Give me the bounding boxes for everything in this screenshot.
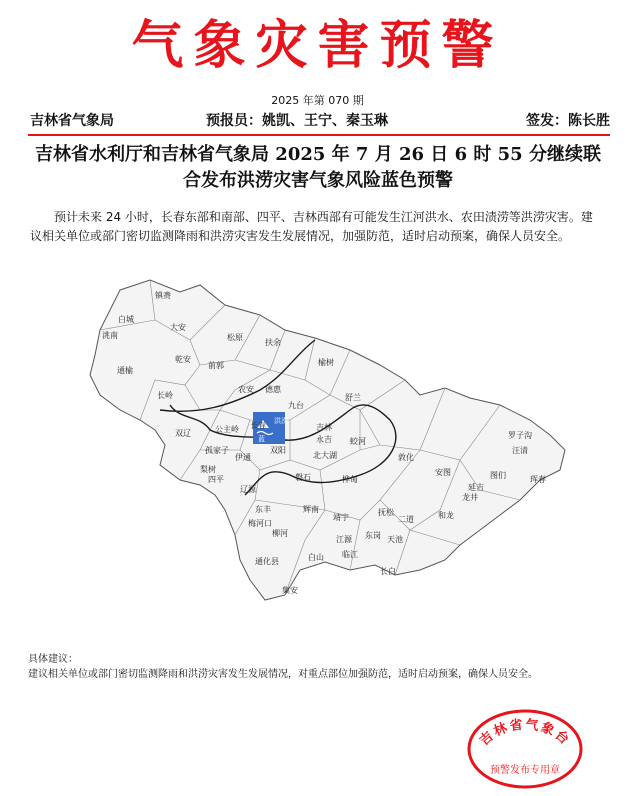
region-label: 安图 [435,468,451,477]
region-label: 延吉 [468,483,484,492]
region-label: 通榆 [117,366,133,375]
region-label: 前郭 [208,361,224,370]
region-label: 伊通 [235,453,251,462]
region-label: 江源 [336,535,352,544]
seal-svg [465,705,585,789]
region-label: 吉林 [316,423,332,432]
badge-text: 洪涝 [274,417,288,425]
region-label: 图们 [490,471,506,480]
region-label: 通化县 [255,557,279,566]
region-label: 靖宇 [333,513,349,522]
region-label: 舒兰 [345,393,361,402]
region-label: 长白 [380,567,396,576]
region-label: 农安 [238,385,254,394]
region-label: 临江 [342,550,358,559]
region-label: 白山 [308,553,324,562]
region-label: 长春 [250,421,266,430]
region-label: 蛟河 [350,437,366,446]
region-label: 柳河 [272,529,288,538]
badge-level: 蓝 [258,435,265,443]
seal-arc-label: 吉林省气象台 [477,717,573,749]
suggestion-text: 建议相关单位或部门密切监测降雨和洪涝灾害发生发展情况，对重点部位加强防范，适时启动预案，确保人员安全。 [28,669,538,680]
region-label: 集安 [282,586,298,595]
headline [22,142,614,194]
region-label: 长岭 [157,391,173,400]
masthead-title: 气象灾害预警 [131,15,504,76]
region-label: 珲春 [530,475,546,484]
region-label: 辉南 [303,505,319,514]
official-seal [465,705,585,789]
region-label: 松原 [227,333,243,342]
red-divider [28,134,610,136]
region-label: 德惠 [265,385,281,394]
headline-line-1: 吉林省水利厅和吉林省气象局 2025 年 7 月 26 日 6 时 55 分继续联 [35,144,601,165]
region-label: 扶余 [265,338,281,347]
region-label: 梨树 [200,465,216,474]
region-label: 双辽 [175,429,191,438]
region-label: 东岗 [365,531,381,540]
region-label: 白城 [118,315,134,324]
province-map [60,270,580,620]
region-label: 永吉 [316,435,332,444]
forecasters: 预报员：姚凯、王宁、秦玉琳 [206,113,388,129]
region-label: 抚松 [378,508,394,517]
issuing-org: 吉林省气象局 [30,113,114,129]
warning-body: 预计未来 24 小时，长春东部和南部、四平、吉林西部有可能发生江河洪水、农田渍涝等洪涝灾害。建议相关单位或部门密切监测降雨和洪涝灾害发生发展情况，加强防范，适时启动预案，确保人员安全。 [30,210,593,243]
region-label: 大安 [170,323,186,332]
region-label: 乾安 [175,355,191,364]
signer: 签发：陈长胜 [526,113,610,129]
region-label: 双阳 [270,446,286,455]
region-label: 孤家子 [205,446,229,455]
region-label: 北大湖 [313,451,337,460]
region-label: 桦甸 [342,475,358,484]
region-label: 和龙 [438,511,454,520]
map-svg [60,270,580,620]
region-label: 东丰 [255,505,271,514]
region-label: 榆树 [318,358,334,367]
region-label: 敦化 [398,453,414,462]
region-label: 镇赉 [155,291,171,300]
region-label: 公主岭 [215,425,239,434]
headline-line-2: 合发布洪涝灾害气象风险蓝色预警 [183,170,453,191]
region-label: 四平 [208,475,224,484]
region-label: 汪清 [512,446,528,455]
suggestion-title: 具体建议： [28,654,78,665]
seal-bottom-label: 预警发布专用章 [490,765,560,776]
region-label: 磐石 [295,473,311,482]
region-label: 梅河口 [248,519,272,528]
region-label: 洮南 [102,331,118,340]
issue-number: 2025 年第 070 期 [271,94,364,107]
region-label: 辽源 [240,485,256,494]
region-label: 二道 [398,515,414,524]
region-label: 罗子沟 [508,431,532,440]
region-label: 天池 [387,535,403,544]
region-label: 九台 [288,401,304,410]
region-label: 龙井 [462,493,478,502]
info-row [30,108,610,130]
